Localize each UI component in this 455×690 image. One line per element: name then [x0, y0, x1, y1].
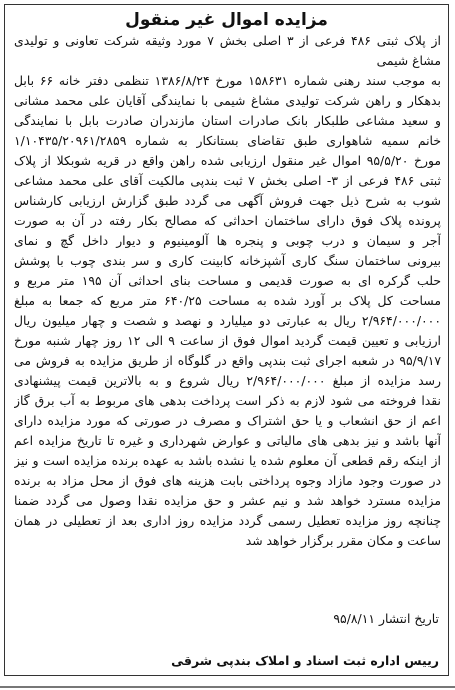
bottom-divider: [0, 686, 455, 688]
signature: رییس اداره ثبت اسناد و املاک بندپی شرقی: [171, 653, 439, 668]
notice-line: بدهکار و راهن شرکت تولیدی مشاغ شیمی با نمایندگی آقایان علی محمد مشانی: [14, 93, 441, 108]
notice-line: مورخ ۹۵/۵/۲۰ اموال غیر منقول ارزیابی شده راهن واقع در قریه شوبکلا از پلاک: [14, 153, 441, 168]
notice-line: ۲/۹۶۴/۰۰۰/۰۰۰ ریال به عبارتی دو میلیارد و نهصد و شصت و چهار میلیون ریال: [14, 313, 441, 328]
notice-line: مساحت کل پلاک بر آورد شده به مساحت ۶۴۰/۲۵ متر مربع که جمعا به مبلغ: [14, 293, 441, 308]
notice-line: آجر و سیمان و درب چوبی و پنجره ها آلومینیوم و دیوار داخل گچ و نمای: [14, 233, 441, 248]
notice-line: مشاغ شیمی: [376, 53, 441, 68]
notice-line: مزایده مسترد خواهد شد و نیم عشر و حق مزایده نقدا وصول می گردد ضمنا: [14, 493, 441, 508]
notice-body: [14, 31, 441, 551]
notice-line: اعم از حق انشعاب و یا حق اشتراک و مصرف در صورتی که مورد مزایده دارای: [14, 413, 441, 428]
notice-line: ثبتی ۴۸۶ فرعی از ۳- اصلی بخش ۷ ثبت بندپی مالکیت آقای علی محمد مشاعی: [14, 173, 441, 188]
notice-line: رسد مزایده از مبلغ ۲/۹۶۴/۰۰۰/۰۰۰ ریال شروع و به بالاترین قیمت پیشنهادی: [14, 373, 441, 388]
notice-line: و سعید مشاعی طلبکار بانک صادرات استان مازندران صادرت بابل با نمایندگی: [14, 113, 441, 128]
notice-line: از اینکه رقم قطعی آن معلوم شده یا نشده باشد به عهده برنده مزایده است و نیز: [14, 453, 441, 468]
notice-line: از پلاک ثبتی ۴۸۶ فرعی از ۳ اصلی بخش ۷ مورد وثیقه شرکت تعاونی و تولیدی: [14, 33, 441, 48]
notice-line: شوب به شرح ذیل جهت فروش آگهی می گردد طبق گزارش ارزیابی کارشناس: [14, 193, 441, 208]
publish-date: تاریخ انتشار ۹۵/۸/۱۱: [333, 611, 439, 626]
notice-line: بیرونی ساختمان سنگ کاری آشپزخانه کابینت کاری و سر بندی چوب با پوشش: [14, 253, 441, 268]
notice-line: خانم سمیه شاهواری طبق تقاضای بستانکار به شماره ۱/۱۰۴۳۵/۲۰۹۶۱/۲۸۵۹: [14, 133, 441, 148]
notice-line: در صورت وجود مازاد وجوه پرداختی بابت هزینه های فوق از محل مزاد به برنده: [14, 473, 441, 488]
notice-line: چنانچه روز مزایده تعطیل رسمی گردد مزایده روز اداری بعد از تعطیلی در همان: [14, 513, 441, 528]
notice-line: ۹۵/۹/۱۷ در شعبه اجرای ثبت بندپی واقع در گلوگاه از طریق مزایده به فروش می: [14, 353, 441, 368]
notice-title: مزایده اموال غیر منقول: [125, 10, 328, 30]
notice-line: آنها باشد و نیز بدهی های مالیاتی و عوارض شهرداری و غیره تا تاریخ مزایده اعم: [14, 433, 441, 448]
notice-line: پرونده پلاک فوق دارای ساختمان احداثی که مصالح بکار رفته در آن به صورت: [14, 213, 441, 228]
notice-line: نقدا فروخته می شود لازم به ذکر است پرداخت بدهی های مربوط به آب برق گاز: [14, 393, 441, 408]
notice-line: حلب گرکره ای به صورت قدیمی و مساحت بنای احداثی آن ۱۹۵ متر مربع و: [14, 273, 441, 288]
notice-line: ارزیابی و تعیین قیمت گردید اموال فوق از ساعت ۹ الی ۱۲ روز چهار شنبه مورخ: [14, 333, 441, 348]
auction-notice: [4, 4, 449, 676]
notice-line: به موجب سند رهنی شماره ۱۵۸۶۳۱ مورخ ۱۳۸۶/۸/۲۴ تنظمی دفتر خانه ۶۶ بابل: [14, 73, 441, 88]
notice-line: ساعت و مکان مقرر برگزار خواهد شد: [245, 533, 441, 548]
